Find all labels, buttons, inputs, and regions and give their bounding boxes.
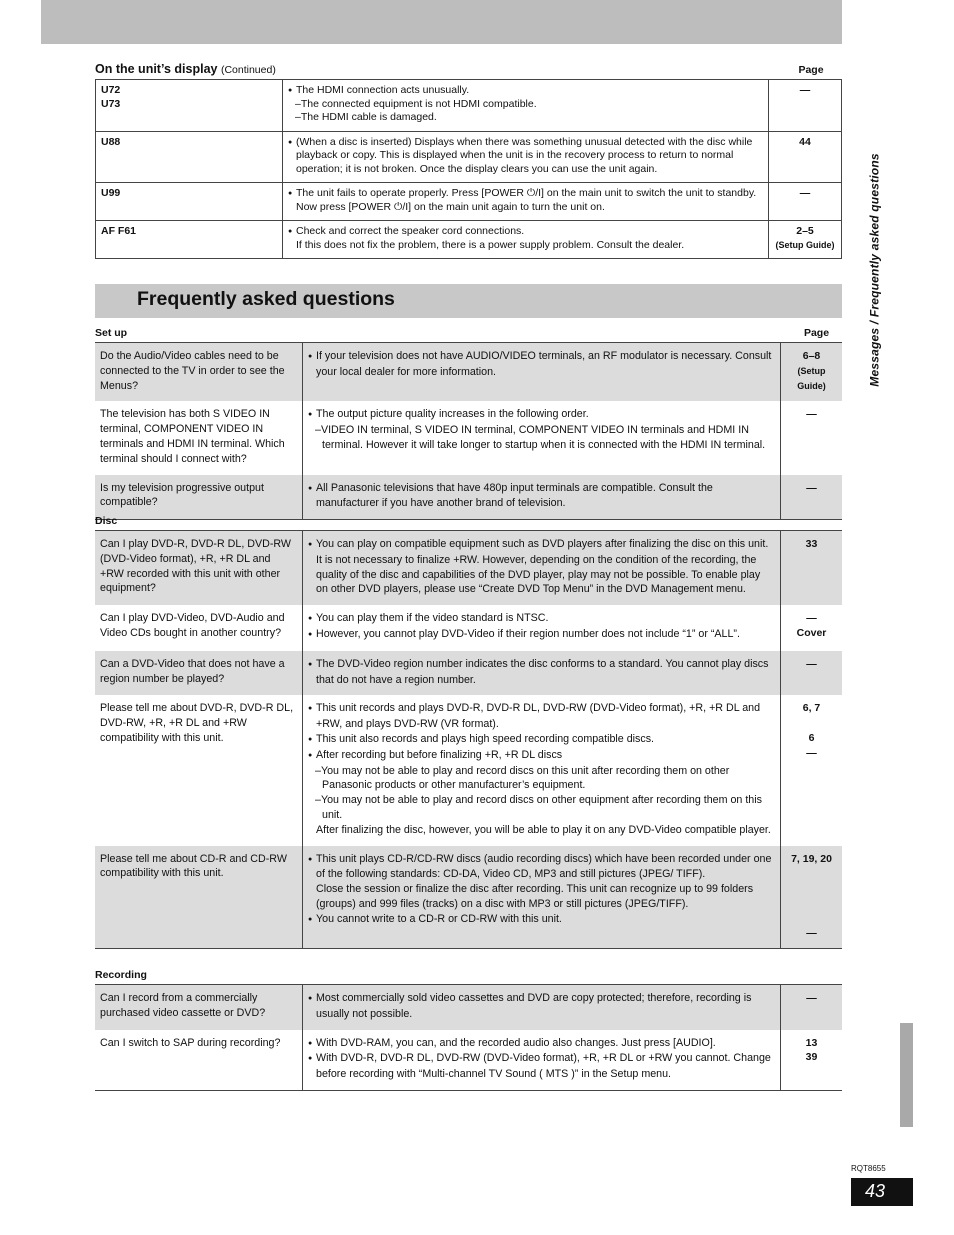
recording-section-title: Recording	[95, 969, 147, 981]
page-reference	[786, 866, 837, 881]
bullet-item: ● Most commercially sold video cassettes and DVD are copy protected; therefore, recording is usually not possible.	[308, 991, 775, 1022]
error-description-cell	[283, 221, 769, 259]
errors-page-header: Page	[798, 64, 824, 76]
faq-answer	[303, 343, 781, 402]
setup-section-title: Set up	[95, 327, 128, 339]
paragraph: If this does not fix the problem, there is a power supply problem. Consult the dealer.	[296, 238, 685, 251]
faq-row	[95, 475, 842, 520]
faq-row	[95, 1030, 842, 1091]
page-reference: —	[806, 408, 817, 421]
faq-answer	[303, 1030, 781, 1091]
faq-answer	[303, 475, 781, 520]
faq-answer	[303, 846, 781, 949]
bullet-item: ● After recording but before finalizing +R, +R DL discs	[308, 748, 775, 764]
setup-section-header	[95, 327, 842, 339]
page-cell	[781, 651, 843, 696]
error-code-cell	[96, 80, 283, 132]
faq-answer	[303, 605, 781, 651]
page-cell	[781, 605, 843, 651]
page-reference: —	[806, 657, 817, 670]
page-reference: Cover	[796, 626, 827, 639]
error-code: AF F61	[101, 225, 137, 237]
page-reference: —	[806, 612, 817, 625]
faq-row	[95, 985, 842, 1030]
page-cell	[781, 1030, 843, 1091]
page-number: 43	[865, 1181, 886, 1201]
errors-section-header	[95, 62, 842, 76]
page-reference: 44	[799, 135, 811, 148]
page-cell	[769, 221, 842, 259]
paragraph: After finalizing the disc, however, you will be able to play it on any DVD-Video compatible player.	[316, 823, 771, 836]
recording-section-header	[95, 969, 842, 981]
faq-row	[95, 531, 842, 606]
bullet-item: ● All Panasonic televisions that have 480p input terminals are compatible. Consult the manufacturer if you have another brand of television.	[308, 481, 775, 512]
faq-answer	[303, 985, 781, 1030]
bullet-item: ● With DVD-RAM, you can, and the recorded audio also changes. Just press [AUDIO].	[308, 1036, 775, 1052]
error-description-cell	[283, 80, 769, 132]
page-reference: —	[806, 746, 817, 759]
page-reference: (Setup Guide)	[775, 239, 835, 250]
page-reference: 33	[805, 538, 818, 550]
error-code-cell	[96, 131, 283, 183]
faq-title: Frequently asked questions	[137, 288, 395, 310]
bullet-item: ● With DVD-R, DVD-R DL, DVD-RW (DVD-Video format), +R, +R DL or +RW you cannot. Change before recording with “Multi-channel TV Sound ( MTS )” in the Setup menu.	[308, 1051, 775, 1082]
page-reference	[786, 716, 837, 731]
bullet-item: ● The unit fails to operate properly. Press [POWER ⏻/I] on the main unit to switch the unit to standby. Now press [POWER ⏻/I] on the main unit again to turn the unit on.	[288, 187, 763, 214]
dash-item: –The HDMI cable is damaged.	[295, 111, 437, 123]
faq-question: Can a DVD-Video that does not have a region number be played?	[95, 651, 303, 696]
faq-question: Can I play DVD-Video, DVD-Audio and Video CDs bought in another country?	[95, 605, 303, 651]
page-reference	[786, 881, 837, 896]
faq-question: The television has both S VIDEO IN terminal, COMPONENT VIDEO IN terminals and HDMI IN terminal. Which terminal should I connect with?	[95, 401, 303, 474]
faq-answer	[303, 531, 781, 606]
page-reference: 6, 7	[802, 702, 821, 715]
page-reference: —	[806, 992, 817, 1004]
page-cell	[781, 695, 843, 845]
faq-question: Is my television progressive output compatible?	[95, 475, 303, 520]
page-cell	[781, 846, 843, 949]
faq-row	[95, 605, 842, 651]
dash-item: –You may not be able to play and record discs on other equipment after recording them on this unit.	[315, 794, 762, 821]
bullet-item: ● You can play on compatible equipment such as DVD players after finalizing the disc on this unit. It is not necessary to finalize +RW. However, depending on the condition of the recording, the quality of the disc and capabilities of the DVD player, play may not be possible. To enable play on other DVD players, please use “Create DVD Top Menu” in the DVD Management menu.	[308, 537, 775, 597]
paragraph: Close the session or finalize the disc after recording. This unit can recognize up to 99 folders (groups) and 999 files (tracks) on a disc with MP3 or still pictures (JPEG/TIFF).	[316, 883, 754, 910]
bullet-item: ● The output picture quality increases in the following order.	[308, 407, 775, 423]
page-reference: —	[806, 926, 817, 939]
page-reference	[786, 911, 837, 926]
page-reference	[786, 896, 837, 911]
faq-question: Please tell me about CD-R and CD-RW compatibility with this unit.	[95, 846, 303, 949]
header-bar	[41, 0, 842, 44]
faq-answer	[303, 651, 781, 696]
error-code: U99	[101, 187, 121, 199]
page-reference: 2–5	[796, 225, 814, 237]
dash-item: –You may not be able to play and record discs on this unit after recording them on other Panasonic products or other manufacturer’s equipment.	[315, 764, 730, 792]
page-reference: 13	[805, 1036, 818, 1049]
faq-title-bar	[95, 284, 842, 318]
page-cell	[781, 343, 843, 402]
faq-question: Please tell me about DVD-R, DVD-R DL, DVD-RW, +R, +R DL and +RW compatibility with this unit.	[95, 695, 303, 845]
faq-page-header: Page	[803, 327, 830, 339]
page-reference: 6–8	[802, 350, 821, 362]
error-description-cell	[283, 183, 769, 221]
bullet-item: ● This unit also records and plays high speed recording compatible discs.	[308, 732, 775, 748]
error-row	[96, 80, 842, 132]
side-tab-marker	[900, 1023, 913, 1127]
disc-faq-table	[95, 530, 842, 949]
dash-item: –The connected equipment is not HDMI compatible.	[295, 97, 537, 110]
error-row	[96, 183, 842, 221]
disc-section-header	[95, 515, 842, 527]
faq-row	[95, 651, 842, 696]
bullet-item: ● If your television does not have AUDIO/VIDEO terminals, an RF modulator is necessary. Consult your local dealer for more information.	[308, 349, 775, 380]
page-number-box	[851, 1178, 913, 1206]
page-cell	[781, 475, 843, 520]
recording-faq-table	[95, 984, 842, 1091]
bullet-item: ● The DVD-Video region number indicates the disc conforms to a standard. You cannot play discs that do not have a region number.	[308, 657, 775, 688]
bullet-item: ● The HDMI connection acts unusually.	[288, 84, 763, 98]
error-code-cell	[96, 221, 283, 259]
bullet-item: ● This unit plays CD-R/CD-RW discs (audio recording discs) which have been recorded under one of the following standards: CD-DA, Video CD, MP3 and still pictures (JPEG/ TIFF).	[308, 852, 775, 883]
page-cell	[769, 80, 842, 132]
faq-row	[95, 343, 842, 402]
faq-row	[95, 401, 842, 474]
disc-section-title: Disc	[95, 515, 118, 527]
faq-answer	[303, 695, 781, 845]
bullet-item: ● However, you cannot play DVD-Video if their region number does not include “1” or “ALL”.	[308, 627, 775, 643]
page-reference: 7, 19, 20	[791, 852, 832, 865]
page-reference: —	[799, 84, 811, 96]
page-cell	[781, 531, 843, 606]
page-cell	[769, 183, 842, 221]
bullet-item: ● You cannot write to a CD-R or CD-RW with this unit.	[308, 912, 775, 928]
setup-faq-table	[95, 342, 842, 520]
bullet-item: ● Check and correct the speaker cord connections.	[288, 225, 763, 239]
faq-question: Can I play DVD-R, DVD-R DL, DVD-RW (DVD-Video format), +R, +R DL and +RW recorded with this unit with other equipment?	[95, 531, 303, 606]
bullet-item: ● You can play them if the video standard is NTSC.	[308, 611, 775, 627]
error-codes-table	[95, 79, 842, 259]
faq-question: Can I switch to SAP during recording?	[95, 1030, 303, 1091]
error-row	[96, 131, 842, 183]
page-cell	[781, 985, 843, 1030]
page-reference: 39	[805, 1051, 818, 1064]
page-reference: —	[806, 481, 817, 494]
page-reference: (Setup Guide)	[797, 365, 826, 391]
side-section-label: Messages / Frequently asked questions	[868, 153, 883, 387]
page-cell	[769, 131, 842, 183]
document-code: RQT8655	[851, 1164, 886, 1173]
error-code: U72	[101, 84, 121, 96]
faq-row	[95, 695, 842, 845]
error-row	[96, 221, 842, 259]
page-reference: —	[799, 187, 811, 199]
error-code: U88	[101, 135, 121, 148]
bullet-item: ● (When a disc is inserted) Displays when there was something unusual detected with the disc while playback or copy. This is displayed when the unit is in the recovery process to return to normal operation; it is not broken. Once the display clears you can use the unit again.	[288, 136, 763, 177]
error-description-cell	[283, 131, 769, 183]
errors-title: On the unit’s display (Continued)	[95, 62, 276, 76]
error-code-cell	[96, 183, 283, 221]
faq-row	[95, 846, 842, 949]
faq-answer	[303, 401, 781, 474]
page-cell	[781, 401, 843, 474]
dash-item: –VIDEO IN terminal, S VIDEO IN terminal, COMPONENT VIDEO IN terminals and HDMI IN terminal. However it will take longer to startup when it is connected with the HDMI IN terminal.	[315, 424, 766, 451]
bullet-item: ● This unit records and plays DVD-R, DVD-R DL, DVD-RW (DVD-Video format), +R, +R DL and +RW, and plays DVD-RW (VR format).	[308, 701, 775, 732]
page-reference: 6	[808, 731, 815, 744]
faq-question: Do the Audio/Video cables need to be connected to the TV in order to see the Menus?	[95, 343, 303, 402]
error-code: U73	[101, 97, 121, 110]
faq-question: Can I record from a commercially purchased video cassette or DVD?	[95, 985, 303, 1030]
